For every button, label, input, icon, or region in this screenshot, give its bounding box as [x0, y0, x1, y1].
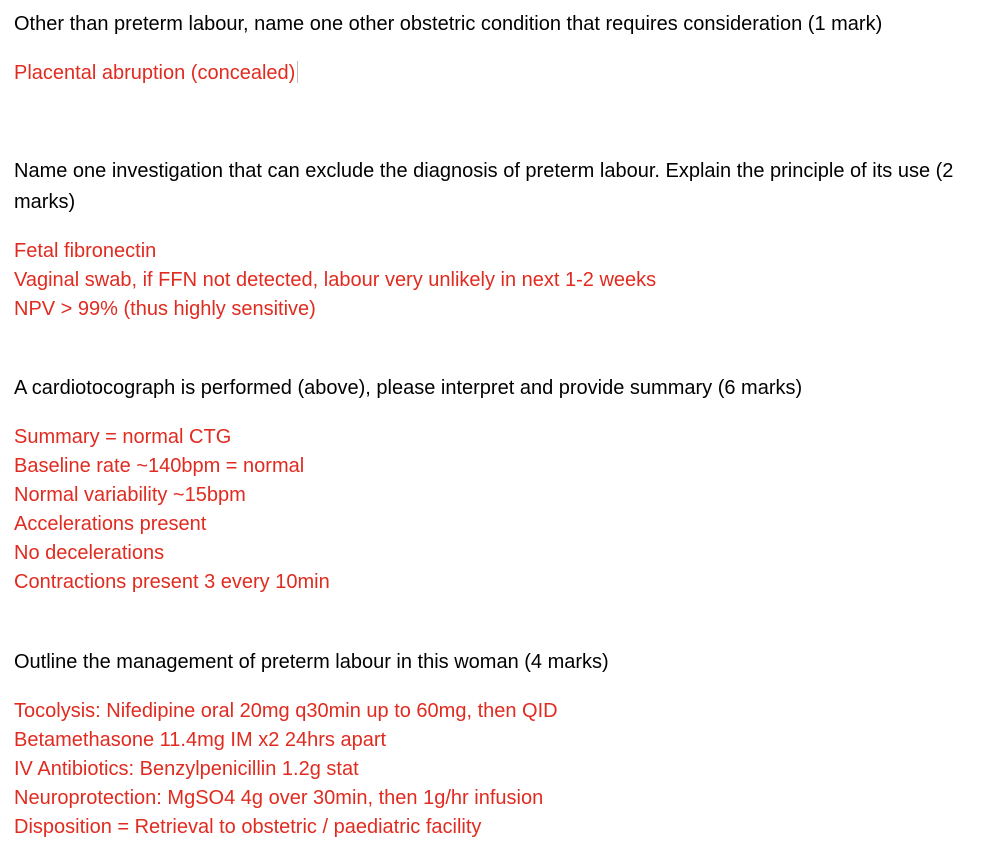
answer-4-line-5: Disposition = Retrieval to obstetric / paediatric facility [14, 816, 482, 838]
question-4-text: Outline the management of preterm labour in this woman (4 marks) [14, 651, 609, 673]
answer-4-line-4: Neuroprotection: MgSO4 4g over 30min, then 1g/hr infusion [14, 787, 544, 809]
answer-3-line-1: Summary = normal CTG [14, 426, 232, 448]
question-2-text: Name one investigation that can exclude the diagnosis of preterm labour. Explain the principle of its use (2 marks) [14, 160, 954, 213]
question-3-text: A cardiotocograph is performed (above), please interpret and provide summary (6 marks) [14, 377, 803, 399]
answer-2-line-3: NPV > 99% (thus highly sensitive) [14, 298, 316, 320]
answer-3-line-6: Contractions present 3 every 10min [14, 571, 330, 593]
question-1-text: Other than preterm labour, name one other obstetric condition that requires consideration (1 mark) [14, 13, 883, 35]
answer-4-line-2: Betamethasone 11.4mg IM x2 24hrs apart [14, 729, 387, 751]
answer-1-line-1[interactable]: Placental abruption (concealed) [14, 59, 298, 88]
answer-3-line-5: No decelerations [14, 542, 165, 564]
answer-3-line-4: Accelerations present [14, 513, 207, 535]
answer-3-line-3: Normal variability ~15bpm [14, 484, 246, 506]
answer-3-line-2: Baseline rate ~140bpm = normal [14, 455, 305, 477]
answer-2-line-1: Fetal fibronectin [14, 240, 157, 262]
text-cursor [297, 61, 298, 83]
answer-4-line-1: Tocolysis: Nifedipine oral 20mg q30min up to 60mg, then QID [14, 700, 558, 722]
answer-4-line-3: IV Antibiotics: Benzylpenicillin 1.2g stat [14, 758, 359, 780]
answer-2-line-2: Vaginal swab, if FFN not detected, labour very unlikely in next 1-2 weeks [14, 269, 657, 291]
